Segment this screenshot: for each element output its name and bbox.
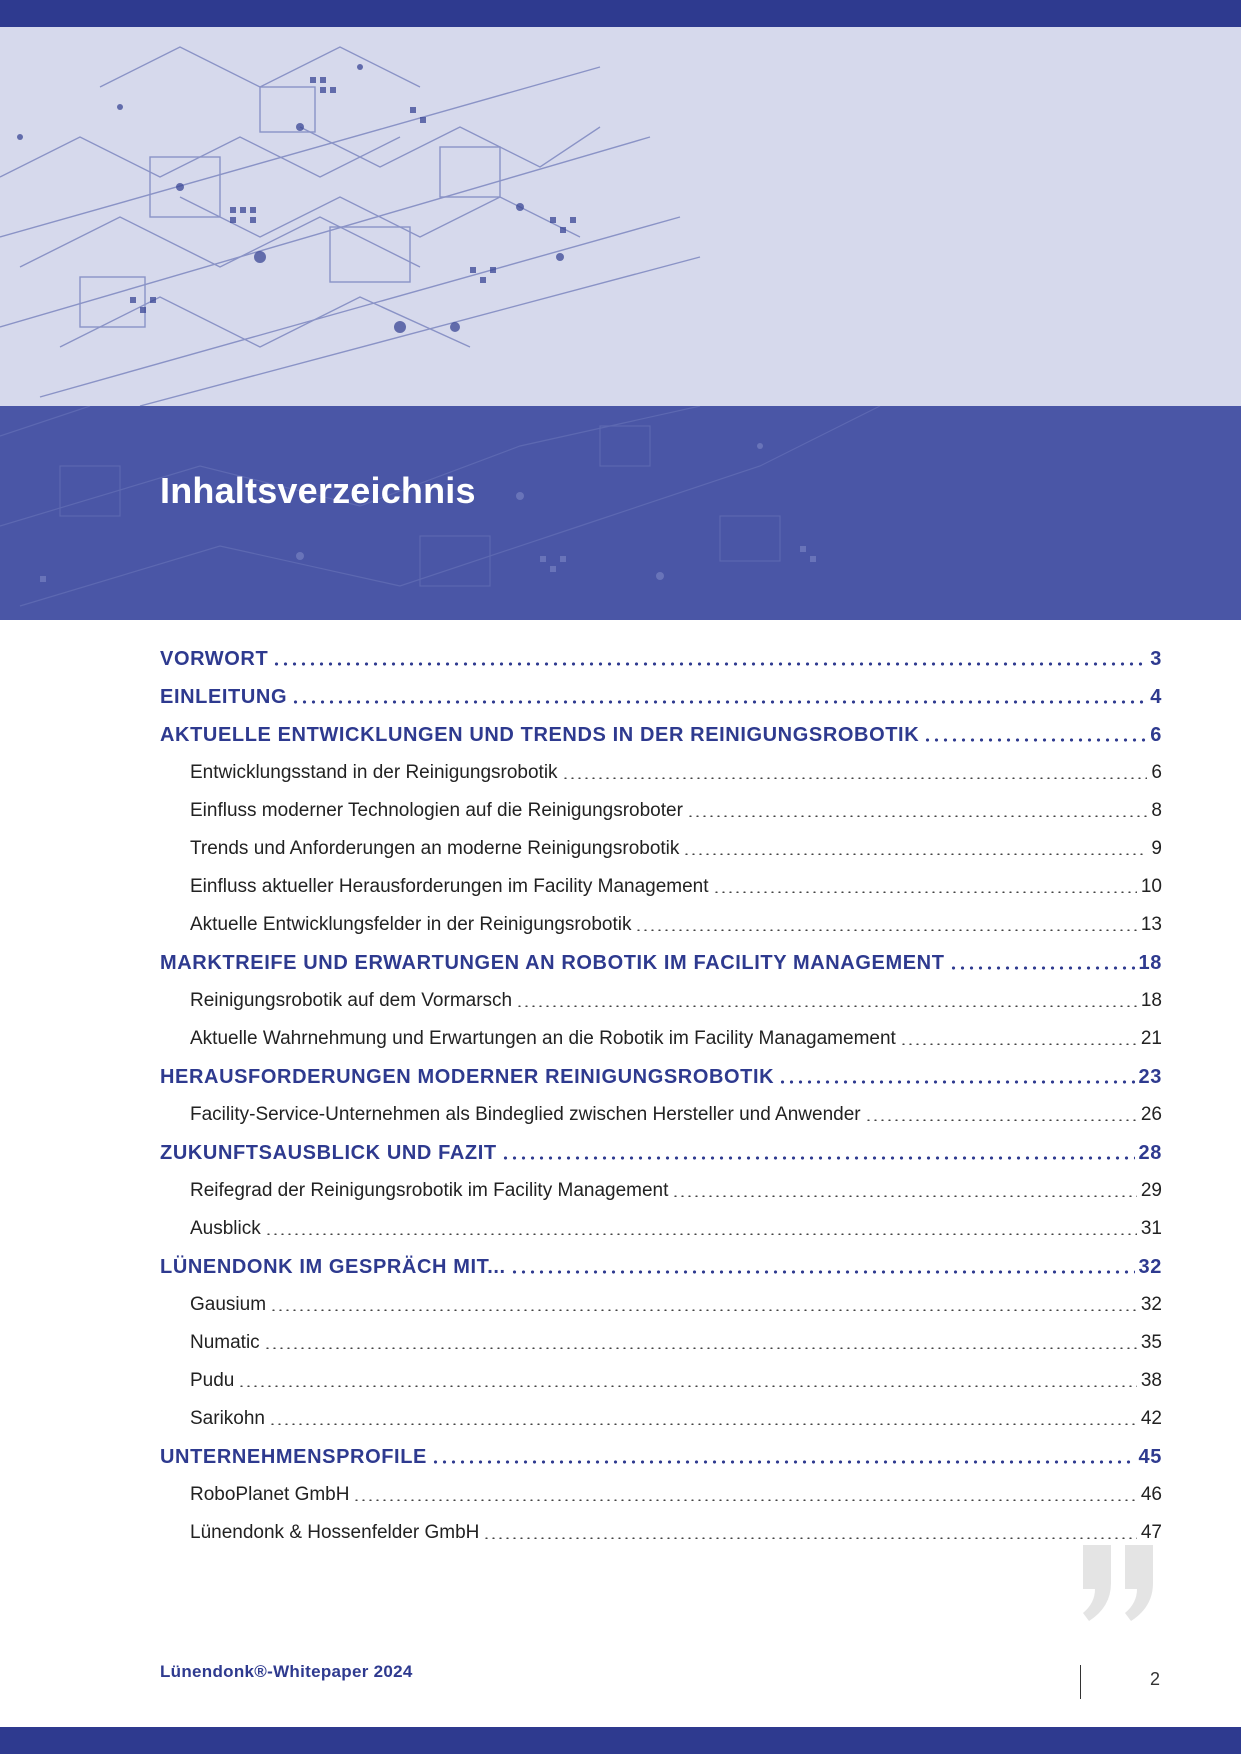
toc-entry-title: RoboPlanet GmbH	[190, 1484, 350, 1505]
toc-entry-page: 42	[1140, 1408, 1162, 1429]
toc-entry-title: MARKTREIFE UND ERWARTUNGEN AN ROBOTIK IM FACILITY MANAGEMENT	[160, 951, 945, 974]
toc-entry-title: HERAUSFORDERUNGEN MODERNER REINIGUNGSROBOTIK	[160, 1065, 775, 1088]
toc-dot-leader	[353, 1499, 1136, 1501]
toc-entry-title: Reinigungsrobotik auf dem Vormarsch	[190, 990, 513, 1011]
toc-chapter-entry[interactable]	[160, 678, 1162, 716]
toc-dot-leader	[272, 662, 1146, 666]
toc-section-entry[interactable]	[190, 1324, 1162, 1362]
toc-dot-leader	[483, 1537, 1136, 1539]
toc-dot-leader	[713, 891, 1137, 893]
toc-section-entry[interactable]	[190, 1172, 1162, 1210]
toc-entry-page: 28	[1138, 1141, 1162, 1164]
toc-entry-title: Facility-Service-Unternehmen als Bindeglied zwischen Hersteller und Anwender	[190, 1104, 861, 1125]
toc-entry-page: 6	[1151, 762, 1162, 783]
quotation-mark-icon	[1075, 1545, 1165, 1625]
toc-entry-title: UNTERNEHMENSPROFILE	[160, 1445, 427, 1468]
toc-entry-title: LÜNENDONK IM GESPRÄCH MIT...	[160, 1255, 506, 1278]
title-band	[0, 406, 1241, 620]
toc-entry-title: Ausblick	[190, 1218, 261, 1239]
toc-entry-title: Numatic	[190, 1332, 260, 1353]
toc-section-entry[interactable]	[190, 1362, 1162, 1400]
toc-entry-page: 4	[1150, 685, 1162, 708]
toc-dot-leader	[635, 929, 1136, 931]
toc-entry-title: Gausium	[190, 1294, 267, 1315]
toc-entry-page: 38	[1140, 1370, 1162, 1391]
toc-section-entry[interactable]	[190, 868, 1162, 906]
toc-section-entry[interactable]	[190, 1400, 1162, 1438]
toc-entry-title: VORWORT	[160, 647, 269, 670]
toc-dot-leader	[269, 1423, 1137, 1425]
toc-entry-title: Pudu	[190, 1370, 235, 1391]
toc-section-entry[interactable]	[190, 982, 1162, 1020]
toc-entry-title: AKTUELLE ENTWICKLUNGEN UND TRENDS IN DER REINIGUNGSROBOTIK	[160, 723, 920, 746]
toc-entry-title: Aktuelle Wahrnehmung und Erwartungen an die Robotik im Facility Managamement	[190, 1028, 896, 1049]
toc-entry-page: 3	[1150, 647, 1162, 670]
bottom-color-bar	[0, 1727, 1241, 1754]
page-title: Inhaltsverzeichnis	[160, 470, 476, 511]
toc-entry-title: Reifegrad der Reinigungsrobotik im Facility Management	[190, 1180, 669, 1201]
toc-section-entry[interactable]	[190, 1020, 1162, 1058]
toc-entry-page: 45	[1138, 1445, 1162, 1468]
toc-dot-leader	[672, 1195, 1136, 1197]
toc-entry-page: 35	[1140, 1332, 1162, 1353]
toc-section-entry[interactable]	[190, 1096, 1162, 1134]
footer-publication-label: Lünendonk®-Whitepaper 2024	[160, 1662, 413, 1681]
toc-chapter-entry[interactable]	[160, 1438, 1162, 1476]
toc-entry-title: Trends und Anforderungen an moderne Reinigungsrobotik	[190, 838, 680, 859]
toc-section-entry[interactable]	[190, 1514, 1162, 1552]
toc-entry-title: EINLEITUNG	[160, 685, 288, 708]
toc-dot-leader	[683, 853, 1147, 855]
toc-dot-leader	[687, 815, 1148, 817]
toc-dot-leader	[778, 1080, 1134, 1084]
page-number: 2	[1150, 1669, 1161, 1689]
toc-entry-page: 10	[1140, 876, 1162, 897]
toc-entry-title: Aktuelle Entwicklungsfelder in der Reinigungsrobotik	[190, 914, 632, 935]
toc-section-entry[interactable]	[190, 1210, 1162, 1248]
toc-section-entry[interactable]	[190, 830, 1162, 868]
toc-entry-page: 8	[1151, 800, 1162, 821]
toc-entry-page: 26	[1140, 1104, 1162, 1125]
toc-entry-page: 32	[1138, 1255, 1162, 1278]
header-circuit-image	[0, 27, 1241, 406]
top-color-bar	[0, 0, 1241, 27]
toc-entry-title: ZUKUNFTSAUSBLICK UND FAZIT	[160, 1141, 497, 1164]
toc-dot-leader	[265, 1233, 1137, 1235]
toc-dot-leader	[865, 1119, 1137, 1121]
toc-section-entry[interactable]	[190, 792, 1162, 830]
toc-dot-leader	[562, 777, 1148, 779]
toc-entry-page: 21	[1140, 1028, 1162, 1049]
toc-entry-page: 18	[1140, 990, 1162, 1011]
toc-dot-leader	[923, 738, 1146, 742]
circuit-pattern-graphic	[0, 27, 1241, 406]
toc-dot-leader	[291, 700, 1146, 704]
toc-entry-page: 31	[1140, 1218, 1162, 1239]
toc-chapter-entry[interactable]	[160, 1248, 1162, 1286]
toc-entry-page: 9	[1151, 838, 1162, 859]
toc-dot-leader	[516, 1005, 1137, 1007]
circuit-pattern-graphic-dark	[0, 406, 1241, 620]
footer-divider	[1080, 1665, 1081, 1699]
toc-entry-page: 6	[1150, 723, 1162, 746]
toc-dot-leader	[431, 1460, 1135, 1464]
toc-section-entry[interactable]	[190, 906, 1162, 944]
toc-entry-page: 18	[1138, 951, 1162, 974]
toc-entry-page: 46	[1140, 1484, 1162, 1505]
toc-entry-title: Lünendonk & Hossenfelder GmbH	[190, 1522, 480, 1543]
toc-chapter-entry[interactable]	[160, 640, 1162, 678]
toc-dot-leader	[238, 1385, 1136, 1387]
toc-dot-leader	[949, 966, 1135, 970]
toc-dot-leader	[900, 1043, 1137, 1045]
toc-chapter-entry[interactable]	[160, 716, 1162, 754]
toc-entry-page: 29	[1140, 1180, 1162, 1201]
toc-dot-leader	[501, 1156, 1135, 1160]
toc-entry-page: 47	[1140, 1522, 1162, 1543]
toc-chapter-entry[interactable]	[160, 1058, 1162, 1096]
toc-entry-title: Einfluss moderner Technologien auf die Reinigungsroboter	[190, 800, 683, 821]
toc-dot-leader	[270, 1309, 1137, 1311]
toc-section-entry[interactable]	[190, 754, 1162, 792]
toc-entry-page: 13	[1140, 914, 1162, 935]
toc-dot-leader	[264, 1347, 1137, 1349]
toc-entry-page: 32	[1140, 1294, 1162, 1315]
toc-entry-title: Sarikohn	[190, 1408, 265, 1429]
toc-section-entry[interactable]	[190, 1286, 1162, 1324]
toc-section-entry[interactable]	[190, 1476, 1162, 1514]
toc-entry-page: 23	[1138, 1065, 1162, 1088]
toc-entry-title: Entwicklungsstand in der Reinigungsrobotik	[190, 762, 558, 783]
toc-entry-title: Einfluss aktueller Herausforderungen im Facility Management	[190, 876, 709, 897]
toc-dot-leader	[510, 1270, 1135, 1274]
toc-chapter-entry[interactable]	[160, 1134, 1162, 1172]
toc-chapter-entry[interactable]	[160, 944, 1162, 982]
